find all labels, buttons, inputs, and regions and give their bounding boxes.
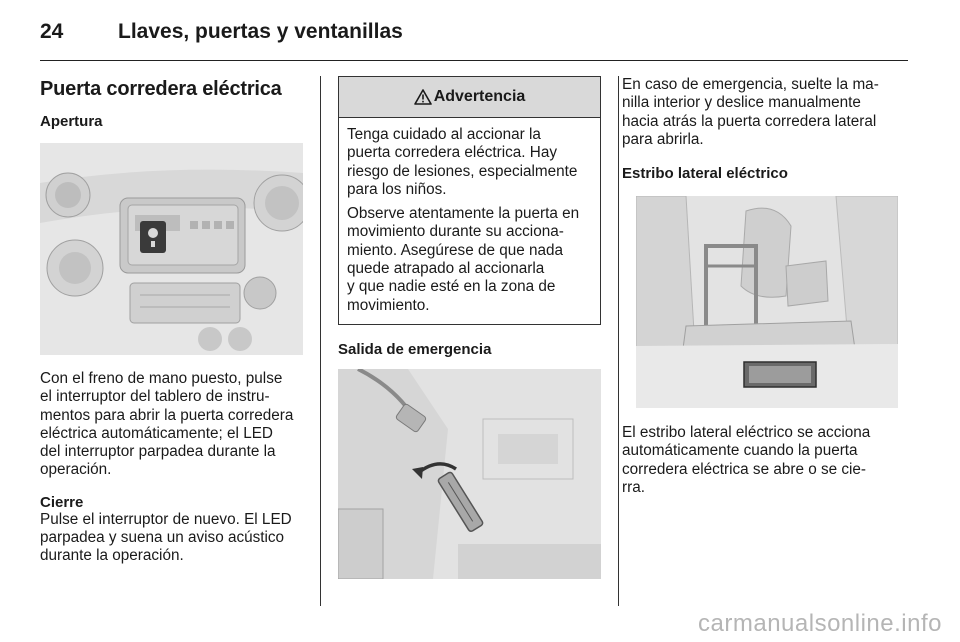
warning-line: miento. Asegúrese de que nada bbox=[347, 241, 564, 259]
warning-paragraph-2 bbox=[347, 205, 592, 315]
warning-line: para los niños. bbox=[347, 180, 447, 198]
opening-text-line: Con el freno de mano puesto, pulse bbox=[40, 370, 283, 387]
step-text bbox=[622, 424, 904, 497]
warning-body bbox=[339, 118, 600, 324]
page-number: 24 bbox=[40, 20, 64, 43]
watermark-text: carmanualsonline.info bbox=[698, 610, 942, 637]
warning-line: Observe atentamente la puerta en bbox=[347, 205, 580, 223]
page-header bbox=[40, 14, 908, 61]
chapter-title: Llaves, puertas y ventanillas bbox=[118, 20, 403, 43]
column-right bbox=[622, 76, 904, 497]
emergency-text-line: para abrirla. bbox=[622, 130, 704, 148]
warning-line: Tenga cuidado al accionar la bbox=[347, 126, 541, 143]
electric-step-figure bbox=[636, 196, 898, 408]
emergency-text-line: nilla interior y deslice manualmente bbox=[622, 94, 861, 112]
warning-line: y que nadie esté en la zona de bbox=[347, 278, 556, 296]
warning-title: Advertencia bbox=[433, 88, 526, 105]
warning-line: movimiento. bbox=[347, 296, 430, 314]
emergency-text bbox=[622, 76, 904, 149]
opening-text bbox=[40, 370, 306, 480]
dashboard-switch-figure bbox=[40, 143, 303, 355]
emergency-text-line: hacia atrás la puerta corredera lateral bbox=[622, 112, 877, 130]
warning-line: movimiento durante su acciona- bbox=[347, 223, 564, 241]
opening-text-line: mentos para abrir la puerta corredera bbox=[40, 406, 294, 424]
step-text-line: automáticamente cuando la puerta bbox=[622, 442, 858, 460]
opening-text-line: el interruptor del tablero de instru- bbox=[40, 388, 270, 406]
step-text-line: El estribo lateral eléctrico se acciona bbox=[622, 424, 871, 442]
opening-text-line: eléctrica automáticamente; el LED bbox=[40, 424, 273, 442]
warning-paragraph-1 bbox=[347, 126, 592, 199]
closing-text-line: Pulse el interruptor de nuevo. El LED bbox=[40, 510, 292, 528]
closing-heading: Cierre bbox=[40, 493, 84, 511]
column-middle bbox=[338, 76, 602, 579]
section-title: Puerta corredera eléctrica bbox=[40, 78, 282, 100]
column-left bbox=[40, 76, 306, 566]
warning-triangle-icon bbox=[414, 89, 432, 105]
warning-header bbox=[339, 77, 600, 118]
column-divider bbox=[320, 76, 321, 606]
emergency-text-line: En caso de emergencia, suelte la ma- bbox=[622, 76, 879, 93]
warning-line: quede atrapado al accionarla bbox=[347, 260, 545, 278]
opening-heading: Apertura bbox=[40, 113, 103, 130]
closing-text-line: parpadea y suena un aviso acústico bbox=[40, 529, 285, 547]
opening-text-line: operación. bbox=[40, 461, 112, 479]
opening-text-line: del interruptor parpadea durante la bbox=[40, 443, 276, 461]
step-text-line: corredera eléctrica se abre o se cie- bbox=[622, 460, 867, 478]
closing-text bbox=[40, 511, 306, 566]
step-heading: Estribo lateral eléctrico bbox=[622, 165, 788, 183]
step-text-line: rra. bbox=[622, 479, 645, 497]
warning-box bbox=[338, 76, 601, 325]
warning-line: riesgo de lesiones, especialmente bbox=[347, 162, 578, 180]
column-divider bbox=[618, 76, 619, 606]
warning-line: puerta corredera eléctrica. Hay bbox=[347, 144, 558, 162]
emergency-exit-figure bbox=[338, 369, 601, 579]
emergency-heading: Salida de emergencia bbox=[338, 340, 492, 358]
closing-text-line: durante la operación. bbox=[40, 547, 184, 565]
